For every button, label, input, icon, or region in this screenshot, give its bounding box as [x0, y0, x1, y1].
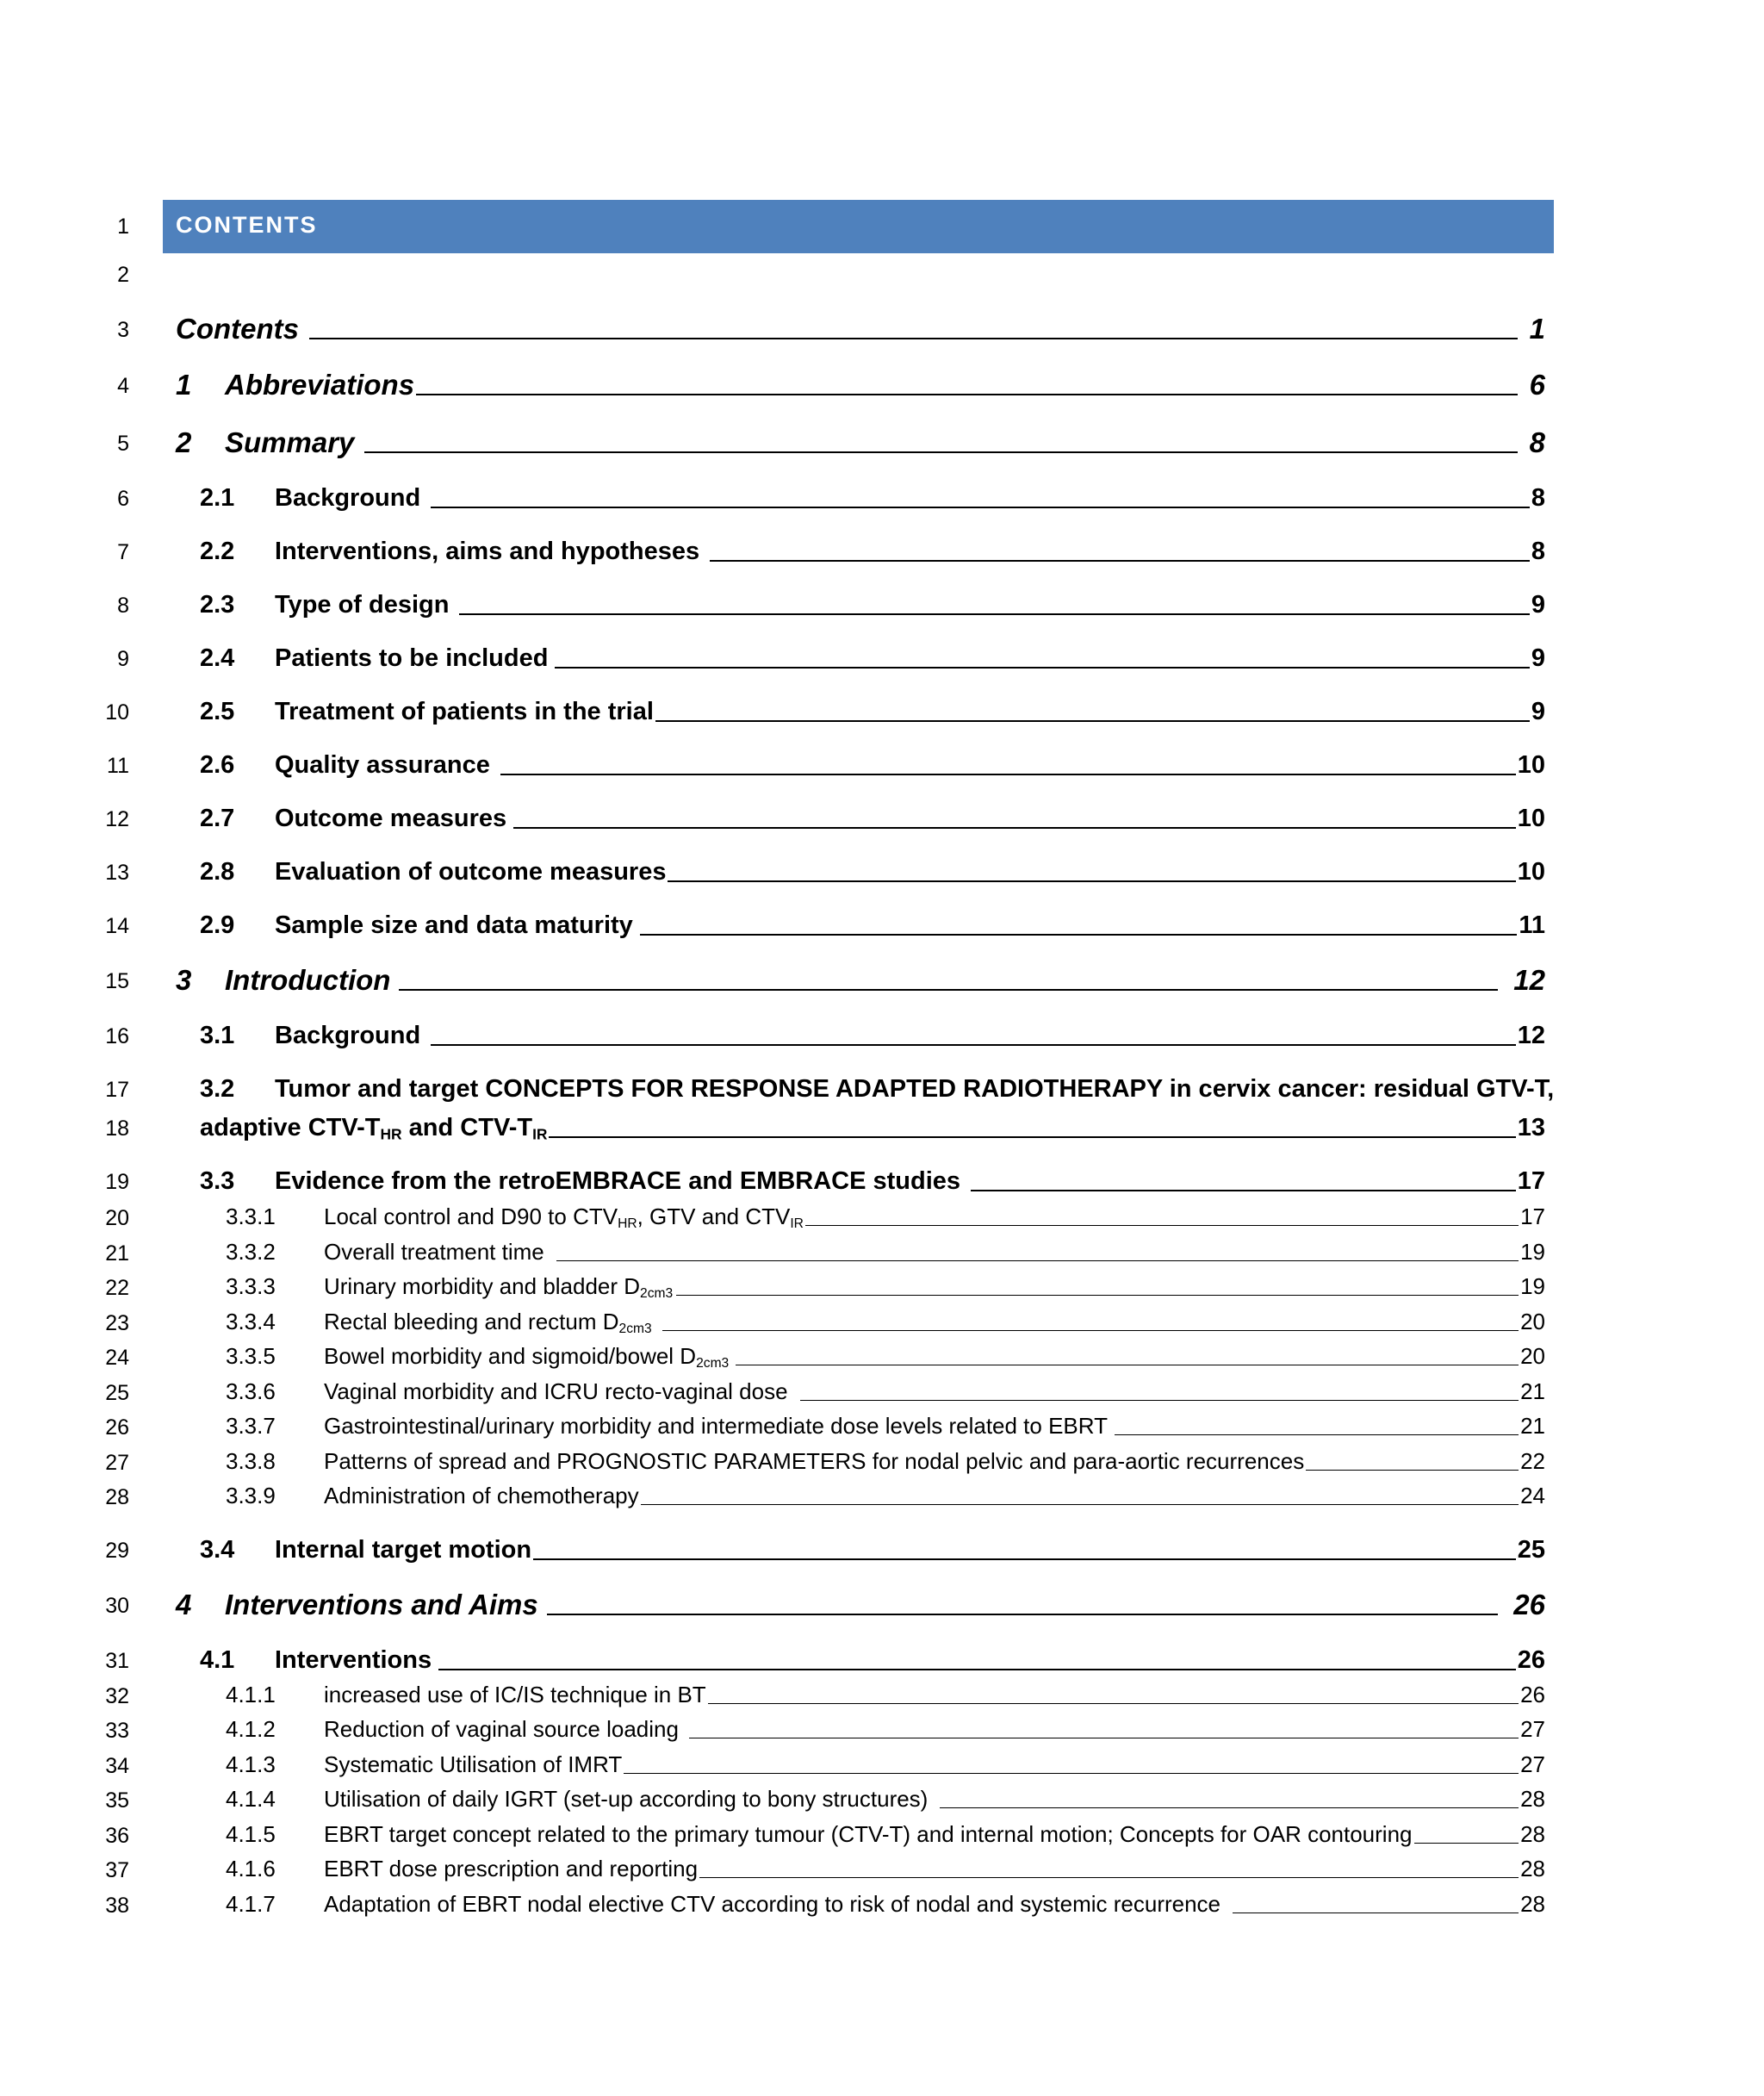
toc-page: 19: [1520, 1239, 1545, 1265]
toc-leader: [708, 1703, 1519, 1704]
toc-number: 2.3: [200, 591, 235, 619]
toc-leader: [555, 667, 1529, 669]
toc-number: 3: [176, 964, 192, 996]
line-number: 10: [105, 700, 129, 725]
toc-leader: [438, 1669, 1516, 1670]
toc-number: 3.4: [200, 1536, 235, 1564]
toc-leader: [624, 1773, 1519, 1774]
toc-entry-2-3[interactable]: [200, 588, 1545, 622]
toc-entry-2-7[interactable]: [200, 801, 1545, 836]
toc-leader: [1414, 1843, 1519, 1844]
toc-leader: [399, 989, 1498, 991]
line-number: 12: [105, 807, 129, 831]
toc-entry-3-3-4[interactable]: [226, 1307, 1545, 1336]
toc-page: 27: [1520, 1716, 1545, 1742]
line-number: 21: [105, 1241, 129, 1266]
toc-entry-2-1[interactable]: [200, 481, 1545, 515]
toc-entry-4-1-2[interactable]: [226, 1714, 1545, 1744]
toc-leader: [533, 1558, 1516, 1560]
line-number: 16: [105, 1024, 129, 1048]
toc-title: Bowel morbidity and sigmoid/bowel $D_{2cm3}$: [324, 1343, 730, 1371]
toc-leader: [641, 1504, 1519, 1505]
toc-page: 9: [1531, 644, 1545, 672]
toc-leader: [549, 1136, 1515, 1138]
contents-header-title: CONTENTS: [176, 212, 318, 238]
line-number: 2: [117, 263, 129, 287]
toc-number: 4.1.3: [226, 1751, 276, 1777]
toc-page: 8: [1531, 538, 1545, 565]
toc-number: 2.2: [200, 538, 235, 565]
toc-leader: [547, 1614, 1499, 1615]
toc-page: 13: [1517, 1114, 1545, 1141]
toc-leader: [459, 613, 1529, 615]
line-number: 25: [105, 1381, 129, 1405]
toc-leader: [676, 1295, 1519, 1296]
line-number: 20: [105, 1206, 129, 1230]
line-number: 24: [105, 1346, 129, 1370]
toc-page: 22: [1520, 1448, 1545, 1474]
toc-entry-interventions-and-aims[interactable]: [176, 1588, 1545, 1622]
toc-title: Outcome measures: [275, 805, 507, 832]
toc-leader: [800, 1400, 1519, 1401]
line-number: 13: [105, 861, 129, 885]
toc-number: 2.4: [200, 644, 235, 672]
line-number: 15: [105, 969, 129, 993]
line-number: 27: [105, 1451, 129, 1475]
toc-entry-4-1-7[interactable]: [226, 1889, 1545, 1919]
toc-page: 19: [1520, 1273, 1545, 1299]
toc-page: 21: [1520, 1413, 1545, 1439]
toc-entry-contents[interactable]: [176, 312, 1545, 346]
line-number: 32: [105, 1684, 129, 1708]
toc-number: 4.1: [200, 1646, 235, 1674]
toc-title: Background: [275, 1022, 421, 1049]
toc-page: 10: [1517, 805, 1545, 832]
line-number: 18: [105, 1116, 129, 1141]
toc-title: Interventions and Aims: [225, 1589, 538, 1620]
toc-entry-2-6[interactable]: [200, 748, 1545, 782]
toc-number: 3.3.5: [226, 1343, 276, 1369]
toc-page: 10: [1517, 751, 1545, 779]
toc-page: 6: [1529, 369, 1545, 401]
toc-leader: [364, 451, 1517, 453]
toc-number: 2.1: [200, 484, 235, 512]
toc-number: 4: [176, 1589, 192, 1620]
line-number: 11: [107, 754, 129, 778]
toc-page: 21: [1520, 1378, 1545, 1404]
toc-entry-3-3-3[interactable]: [226, 1272, 1545, 1301]
line-number: 3: [117, 318, 129, 342]
toc-title: Tumor and target CONCEPTS FOR RESPONSE ADAPTED RADIOTHERAPY in cervix cancer: residual GTV-T,: [275, 1075, 1555, 1103]
toc-title: Patients to be included: [275, 644, 549, 672]
toc-number: 3.3.8: [226, 1448, 276, 1474]
toc-entry-3-3-1[interactable]: [226, 1202, 1545, 1231]
line-number: 4: [117, 374, 129, 398]
toc-leader: [1306, 1470, 1519, 1471]
toc-entry-4-1-3[interactable]: [226, 1750, 1545, 1779]
toc-entry-4-1-4[interactable]: [226, 1784, 1545, 1813]
line-number: 38: [105, 1894, 129, 1918]
toc-number: 3.3.7: [226, 1413, 276, 1439]
toc-leader: [940, 1807, 1519, 1808]
toc-number: 1: [176, 369, 192, 401]
toc-title: Urinary morbidity and bladder $D_{2cm3}$: [324, 1273, 674, 1301]
toc-number: 3.3.1: [226, 1203, 276, 1229]
toc-page: 28: [1520, 1856, 1545, 1881]
toc-entry-3-3-9[interactable]: [226, 1481, 1545, 1510]
toc-number: 4.1.1: [226, 1682, 276, 1707]
toc-leader: [309, 338, 1518, 339]
line-number: 22: [105, 1276, 129, 1300]
toc-page: 17: [1520, 1203, 1545, 1229]
toc-title: Overall treatment time: [324, 1239, 544, 1265]
line-number: 36: [105, 1824, 129, 1848]
toc-number: 4.1.5: [226, 1821, 276, 1847]
toc-entry-3-1[interactable]: [200, 1018, 1545, 1053]
toc-leader: [710, 560, 1530, 562]
line-number: 5: [117, 432, 129, 456]
toc-title: Utilisation of daily IGRT (set-up according to bony structures): [324, 1786, 929, 1812]
toc-page: 8: [1531, 484, 1545, 512]
toc-page: 26: [1513, 1589, 1545, 1620]
toc-leader: [416, 394, 1518, 395]
toc-title: EBRT dose prescription and reporting: [324, 1856, 699, 1881]
toc-leader: [655, 720, 1530, 722]
line-number: 6: [117, 487, 129, 511]
toc-entry-3-3-7[interactable]: [226, 1411, 1545, 1440]
toc-number: 3.3.9: [226, 1483, 276, 1508]
line-number: 14: [105, 914, 129, 938]
line-number: 19: [105, 1170, 129, 1194]
toc-page: 28: [1520, 1891, 1545, 1917]
toc-number: 4.1.7: [226, 1891, 276, 1917]
toc-page: 17: [1517, 1167, 1545, 1195]
line-number: 17: [105, 1078, 129, 1102]
line-number: 8: [117, 594, 129, 618]
toc-title: Sample size and data maturity: [275, 911, 633, 939]
toc-number: 4.1.2: [226, 1716, 276, 1742]
toc-title-continued: adaptive CTV-$T_{HR}$ and CTV-$T_{IR}$: [200, 1114, 548, 1143]
toc-title: Local control and D90 to $CTV_{HR}$, GTV and $CTV_{IR}$: [324, 1203, 804, 1231]
toc-title: Administration of chemotherapy: [324, 1483, 639, 1508]
toc-page: 20: [1520, 1309, 1545, 1334]
toc-number: 3.1: [200, 1022, 235, 1049]
toc-entry-3-3[interactable]: [200, 1164, 1545, 1198]
toc-title: Abbreviations: [225, 369, 415, 401]
toc-title: Interventions: [275, 1646, 432, 1674]
toc-page: 10: [1517, 858, 1545, 886]
toc-entry-4-1-5[interactable]: [226, 1819, 1545, 1849]
toc-page: 12: [1517, 1022, 1545, 1049]
toc-leader: [668, 880, 1515, 882]
toc-leader: [699, 1877, 1519, 1878]
toc-entry-4-1-6[interactable]: [226, 1854, 1545, 1883]
toc-number: 2.5: [200, 698, 235, 725]
toc-entry-2-2[interactable]: [200, 534, 1545, 569]
toc-title: Evaluation of outcome measures: [275, 858, 667, 886]
toc-number: 4.1.6: [226, 1856, 276, 1881]
toc-entry-introduction[interactable]: [176, 963, 1545, 998]
toc-title: Reduction of vaginal source loading: [324, 1716, 679, 1742]
toc-number: 3.3.4: [226, 1309, 276, 1334]
toc-entry-2-4[interactable]: [200, 641, 1545, 675]
toc-leader: [805, 1225, 1519, 1226]
toc-title: Adaptation of EBRT nodal elective CTV according to risk of nodal and systemic recurrence: [324, 1891, 1221, 1917]
line-number: 30: [105, 1594, 129, 1618]
toc-page: 12: [1513, 964, 1545, 996]
toc-page: 26: [1520, 1682, 1545, 1707]
toc-title: Patterns of spread and PROGNOSTIC PARAMETERS for nodal pelvic and para-aortic recurrences: [324, 1448, 1305, 1474]
toc-page: 11: [1519, 911, 1545, 939]
toc-title: Contents: [176, 313, 299, 345]
line-number: 26: [105, 1415, 129, 1440]
line-number: 34: [105, 1754, 129, 1778]
toc-number: 3.3: [200, 1167, 235, 1195]
toc-leader: [431, 1044, 1516, 1046]
toc-leader: [556, 1260, 1519, 1261]
contents-header-bar: [163, 200, 1554, 253]
toc-title: Internal target motion: [275, 1536, 532, 1564]
toc-title: Summary: [225, 426, 355, 458]
toc-title: Rectal bleeding and rectum $D_{2cm3}$: [324, 1309, 652, 1336]
toc-title: Quality assurance: [275, 751, 490, 779]
toc-title: Gastrointestinal/urinary morbidity and intermediate dose levels related to EBRT: [324, 1413, 1108, 1439]
line-number: 31: [105, 1649, 129, 1673]
toc-entry-3-2[interactable]: [200, 1072, 1555, 1106]
toc-entry-3-2-continued[interactable]: [200, 1110, 1545, 1145]
line-number: 9: [117, 647, 129, 671]
toc-leader: [662, 1330, 1519, 1331]
toc-number: 2.9: [200, 911, 235, 939]
toc-number: 2.8: [200, 858, 235, 886]
toc-entry-3-3-8[interactable]: [226, 1446, 1545, 1476]
toc-number: 3.3.2: [226, 1239, 276, 1265]
toc-number: 4.1.4: [226, 1786, 276, 1812]
line-number: 29: [105, 1539, 129, 1563]
toc-page: 9: [1531, 698, 1545, 725]
toc-title: Background: [275, 484, 421, 512]
toc-title: increased use of IC/IS technique in BT: [324, 1682, 706, 1707]
line-number: 35: [105, 1788, 129, 1813]
line-number: 7: [117, 540, 129, 564]
toc-title: Treatment of patients in the trial: [275, 698, 654, 725]
toc-entry-summary[interactable]: [176, 426, 1545, 460]
toc-page: 24: [1520, 1483, 1545, 1508]
toc-title: Systematic Utilisation of IMRT: [324, 1751, 623, 1777]
toc-title: Vaginal morbidity and ICRU recto-vaginal dose: [324, 1378, 788, 1404]
toc-number: 3.2: [200, 1075, 235, 1103]
toc-number: 3.3.6: [226, 1378, 276, 1404]
toc-page: 28: [1520, 1821, 1545, 1847]
toc-number: 3.3.3: [226, 1273, 276, 1299]
toc-number: 2: [176, 426, 192, 458]
toc-title: Evidence from the retroEMBRACE and EMBRACE studies: [275, 1167, 961, 1195]
toc-page: 9: [1531, 591, 1545, 619]
toc-leader: [431, 507, 1530, 508]
toc-title: EBRT target concept related to the primary tumour (CTV-T) and internal motion; Concepts for OAR contouring: [324, 1821, 1413, 1847]
toc-number: 2.6: [200, 751, 235, 779]
toc-entry-4-1[interactable]: [200, 1643, 1545, 1677]
toc-page: 26: [1517, 1646, 1545, 1674]
toc-leader: [971, 1190, 1516, 1191]
toc-entry-3-3-2[interactable]: [226, 1237, 1545, 1266]
toc-entry-2-8[interactable]: [200, 855, 1545, 889]
toc-entry-abbreviations[interactable]: [176, 368, 1545, 402]
toc-leader: [640, 934, 1518, 936]
line-number: 1: [117, 215, 129, 239]
toc-number: 2.7: [200, 805, 235, 832]
toc-page: 8: [1529, 426, 1545, 458]
toc-page: 27: [1520, 1751, 1545, 1777]
toc-page: 25: [1517, 1536, 1545, 1564]
toc-title: Type of design: [275, 591, 450, 619]
toc-title: Interventions, aims and hypotheses: [275, 538, 700, 565]
toc-leader: [513, 827, 1516, 829]
toc-entry-2-5[interactable]: [200, 694, 1545, 729]
toc-title: Introduction: [225, 964, 391, 996]
toc-entry-3-3-6[interactable]: [226, 1377, 1545, 1406]
toc-entry-2-9[interactable]: [200, 908, 1545, 942]
toc-entry-4-1-1[interactable]: [226, 1680, 1545, 1709]
toc-leader: [1115, 1434, 1519, 1435]
toc-entry-3-4[interactable]: [200, 1533, 1545, 1567]
line-number: 33: [105, 1719, 129, 1743]
toc-page: 28: [1520, 1786, 1545, 1812]
toc-page: 20: [1520, 1343, 1545, 1369]
line-number: 23: [105, 1311, 129, 1335]
toc-page: 1: [1529, 313, 1545, 345]
line-number: 37: [105, 1858, 129, 1882]
toc-entry-3-3-5[interactable]: [226, 1341, 1545, 1371]
toc-leader: [500, 774, 1516, 775]
line-number: 28: [105, 1485, 129, 1509]
